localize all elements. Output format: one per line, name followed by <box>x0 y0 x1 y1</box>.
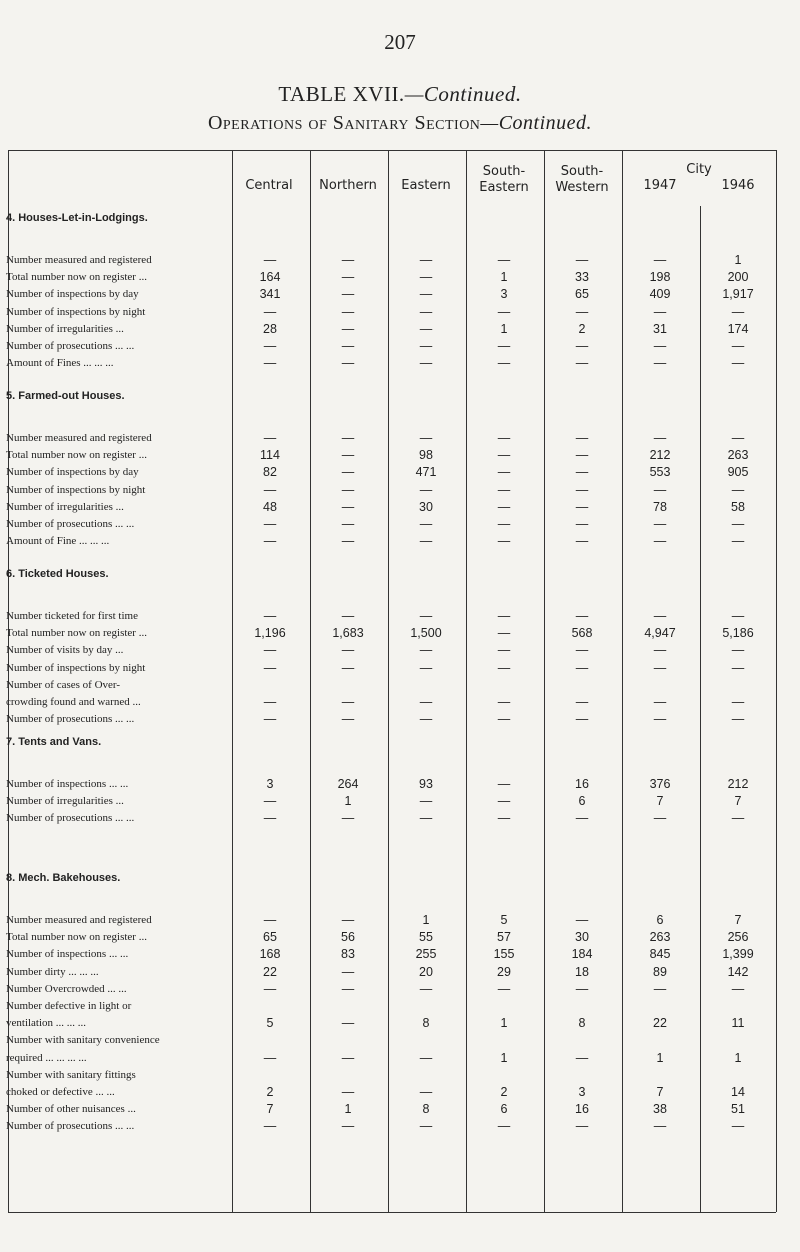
table-cell: — <box>419 431 433 445</box>
table-cell: 553 <box>649 465 671 480</box>
table-cell: 7 <box>266 1102 274 1117</box>
table-cell: 33 <box>575 270 589 285</box>
table-cell: — <box>653 253 667 267</box>
table-cell: — <box>341 253 355 267</box>
table-cell: — <box>341 534 355 549</box>
table-cell: — <box>263 517 277 531</box>
table-cell: 7 <box>734 794 742 809</box>
table-cell: — <box>419 253 433 267</box>
table-cell: 5,186 <box>722 626 754 641</box>
table-cell: 48 <box>263 499 277 514</box>
table-cell: 7 <box>734 913 742 927</box>
table-cell: 376 <box>649 777 671 791</box>
table-cell: — <box>263 811 277 826</box>
table-cell: 155 <box>493 947 515 962</box>
table-cell: 1,917 <box>722 287 754 302</box>
table-cell: 1,196 <box>254 626 286 641</box>
table-cell: — <box>341 517 355 531</box>
table-cell: 8 <box>578 1016 586 1031</box>
table-cell: 1 <box>422 913 430 927</box>
header-1946: 1946 <box>721 178 755 193</box>
header-south-eastern-line2: Eastern <box>479 180 529 195</box>
table-cell: — <box>653 339 667 353</box>
table-cell: 198 <box>649 270 671 285</box>
table-bottom-rule <box>8 1212 776 1213</box>
table-cell: — <box>575 712 589 727</box>
table-cell: — <box>341 660 355 675</box>
table-cell: 905 <box>727 465 749 480</box>
table-cell: 184 <box>571 947 593 962</box>
table-cell: — <box>341 287 355 302</box>
table-cell: 1 <box>734 1050 742 1065</box>
table-cell: — <box>497 534 511 549</box>
table-cell: — <box>575 609 589 623</box>
column-rule <box>776 150 777 1212</box>
table-cell: — <box>341 356 355 371</box>
table-cell: 263 <box>727 448 749 463</box>
table-cell: 1,399 <box>722 947 754 962</box>
table-cell: 1 <box>500 1016 508 1031</box>
table-cell: 200 <box>727 270 749 285</box>
table-cell: 2 <box>500 1085 508 1099</box>
table-cell: 1,683 <box>332 626 364 641</box>
row-label: Number of prosecutions ... ... <box>6 1120 135 1133</box>
table-cell: — <box>575 534 589 549</box>
row-label: Number of visits by day ... <box>6 644 124 657</box>
header-central: Central <box>245 178 293 193</box>
table-cell: — <box>497 643 511 658</box>
table-cell: 164 <box>259 270 281 285</box>
table-cell: 1 <box>344 1102 352 1117</box>
table-cell: — <box>575 695 589 709</box>
table-cell: — <box>575 431 589 445</box>
table-cell: — <box>263 660 277 675</box>
table-cell: — <box>419 811 433 826</box>
table-cell: — <box>419 321 433 336</box>
header-south-western-line1: South- <box>560 164 604 179</box>
table-cell: 14 <box>731 1085 745 1099</box>
table-cell: 212 <box>649 448 671 463</box>
table-cell: — <box>497 431 511 445</box>
table-cell: — <box>497 465 511 480</box>
table-cell: 471 <box>415 465 437 480</box>
table-cell: — <box>497 712 511 727</box>
table-cell: — <box>341 482 355 497</box>
row-label: Number of inspections by night <box>6 661 146 674</box>
table-cell: 1 <box>500 321 508 336</box>
table-cell: 65 <box>263 930 277 945</box>
row-label: Number of prosecutions ... ... <box>6 812 135 825</box>
table-cell: 114 <box>260 448 280 463</box>
header-south-western <box>544 164 620 196</box>
table-cell: 28 <box>263 321 277 336</box>
table-cell: — <box>497 609 511 623</box>
table-cell: — <box>653 712 667 727</box>
table-cell: — <box>263 356 277 371</box>
row-label: Number of inspections by night <box>6 483 146 496</box>
row-label: Number measured and registered <box>6 254 152 266</box>
row-label: crowding found and warned ... <box>6 696 141 708</box>
table-cell: 56 <box>341 930 355 945</box>
table-cell: — <box>731 356 745 371</box>
table-cell: — <box>419 609 433 623</box>
table-cell: — <box>575 981 589 996</box>
table-cell: — <box>419 712 433 727</box>
table-cell: — <box>731 643 745 658</box>
row-label: choked or defective ... ... <box>6 1086 115 1098</box>
table-cell: — <box>575 913 589 927</box>
header-1947: 1947 <box>643 178 677 193</box>
table-cell: — <box>341 981 355 996</box>
table-cell: 1 <box>734 253 742 267</box>
row-label: Number of prosecutions ... ... <box>6 340 135 352</box>
table-cell: — <box>263 431 277 445</box>
table-cell: 256 <box>727 930 749 945</box>
table-cell: — <box>653 517 667 531</box>
table-cell: 6 <box>500 1102 508 1117</box>
table-cell: 65 <box>575 287 589 302</box>
table-cell: — <box>263 534 277 549</box>
table-cell: — <box>263 712 277 727</box>
table-cell: 1 <box>500 270 508 285</box>
table-cell: — <box>341 811 355 826</box>
table-cell: — <box>731 695 745 709</box>
table-cell: — <box>497 304 511 319</box>
table-cell: 93 <box>419 777 433 791</box>
table-cell: 568 <box>571 626 593 641</box>
table-cell: — <box>263 339 277 353</box>
row-label: Number Overcrowded ... ... <box>6 982 127 995</box>
table-title-continued: —Continued. <box>404 82 522 106</box>
table-cell: — <box>575 448 589 463</box>
table-cell: — <box>575 465 589 480</box>
table-cell: — <box>497 482 511 497</box>
row-label: Total number now on register ... <box>6 449 147 462</box>
header-city: City <box>686 162 712 177</box>
table-cell: — <box>497 253 511 267</box>
table-cell: — <box>341 1119 355 1134</box>
table-cell: — <box>341 1016 355 1031</box>
table-cell: 142 <box>727 964 749 979</box>
section-title: 6. Ticketed Houses. <box>6 568 109 580</box>
table-cell: — <box>653 482 667 497</box>
section-title: 7. Tents and Vans. <box>6 736 102 748</box>
table-subtitle-continued: —Continued. <box>480 112 593 134</box>
table-cell: — <box>575 304 589 319</box>
table-cell: — <box>731 609 745 623</box>
table-cell: — <box>731 431 745 445</box>
table-cell: 57 <box>497 930 511 945</box>
table-cell: — <box>731 304 745 319</box>
table-cell: — <box>653 695 667 709</box>
row-label: ventilation ... ... ... <box>6 1017 87 1030</box>
row-label: Number with sanitary convenience <box>6 1034 160 1047</box>
table-subtitle <box>0 112 800 135</box>
table-cell: — <box>263 794 277 809</box>
table-cell: 5 <box>266 1016 274 1031</box>
table-cell: — <box>575 811 589 826</box>
table-subtitle-main: Operations of Sanitary Section <box>207 112 481 134</box>
table-cell: 6 <box>578 794 586 809</box>
table-cell: — <box>575 356 589 371</box>
table-cell: 845 <box>649 947 671 962</box>
row-label: Number defective in light or <box>6 1000 132 1012</box>
header-south-western-line2: Western <box>555 180 609 195</box>
table-cell: — <box>341 304 355 319</box>
table-cell: 89 <box>653 964 667 979</box>
row-label: Number measured and registered <box>6 432 152 444</box>
table-cell: 55 <box>419 930 433 945</box>
table-cell: 98 <box>419 448 433 463</box>
table-cell: — <box>419 660 433 675</box>
table-cell: 7 <box>656 1085 664 1099</box>
table-cell: — <box>341 1050 355 1065</box>
table-cell: 7 <box>656 794 664 809</box>
table-cell: — <box>731 517 745 531</box>
table-cell: — <box>575 643 589 658</box>
table-cell: 8 <box>422 1016 430 1031</box>
table-cell: — <box>497 811 511 826</box>
table-cell: 6 <box>656 913 664 927</box>
table-cell: 341 <box>259 287 281 302</box>
table-cell: — <box>731 534 745 549</box>
header-south-eastern-line1: South- <box>482 164 526 179</box>
table-cell: 3 <box>266 777 274 791</box>
table-cell: — <box>575 1050 589 1065</box>
table-cell: 51 <box>731 1102 745 1117</box>
table-cell: — <box>653 304 667 319</box>
row-label: Number of inspections ... ... <box>6 778 129 790</box>
table-cell: — <box>263 482 277 497</box>
section-title: 4. Houses-Let-in-Lodgings. <box>6 212 148 224</box>
row-label: Number dirty ... ... ... <box>6 965 99 978</box>
table-cell: — <box>419 695 433 709</box>
table-cell: 409 <box>649 287 671 302</box>
table-cell: — <box>575 499 589 514</box>
table-cell: — <box>575 339 589 353</box>
table-top-rule <box>8 150 776 151</box>
table-cell: 5 <box>500 913 508 927</box>
table-cell: — <box>497 448 511 463</box>
row-label: Total number now on register ... <box>6 931 147 944</box>
table-cell: — <box>419 517 433 531</box>
table-cell: 30 <box>419 499 433 514</box>
row-label: Number of inspections by night <box>6 305 146 318</box>
section-title: 5. Farmed-out Houses. <box>6 390 125 402</box>
table-cell: 18 <box>575 964 589 979</box>
table-cell: 29 <box>497 964 511 979</box>
row-label: Amount of Fine ... ... ... <box>6 535 110 548</box>
table-cell: — <box>731 660 745 675</box>
table-cell: — <box>497 660 511 675</box>
table-cell: — <box>341 964 355 979</box>
table-cell: — <box>341 643 355 658</box>
row-label: Amount of Fines ... ... ... <box>6 357 114 370</box>
table-cell: — <box>497 1119 511 1134</box>
table-cell: — <box>497 777 511 791</box>
row-label: Number of inspections by day <box>6 288 139 301</box>
table-cell: — <box>419 1119 433 1134</box>
table-title <box>0 82 800 107</box>
table-cell: — <box>653 981 667 996</box>
table-cell: 22 <box>263 964 277 979</box>
table-cell: — <box>731 981 745 996</box>
table-cell: — <box>341 339 355 353</box>
table-cell: — <box>497 517 511 531</box>
table-cell: 82 <box>263 465 277 480</box>
table-cell: 2 <box>578 321 586 336</box>
header-eastern: Eastern <box>401 178 451 193</box>
table-cell: — <box>653 431 667 445</box>
table-cell: — <box>419 534 433 549</box>
row-label: Total number now on register ... <box>6 627 147 640</box>
row-label: Total number now on register ... <box>6 271 147 284</box>
table-cell: 30 <box>575 930 589 945</box>
table-cell: — <box>653 811 667 826</box>
table-cell: — <box>731 1119 745 1134</box>
table-cell: — <box>341 448 355 463</box>
table-cell: 11 <box>731 1016 745 1031</box>
row-label: Number of inspections by day <box>6 466 139 479</box>
table-cell: — <box>419 981 433 996</box>
row-label: Number of other nuisances ... <box>6 1103 136 1116</box>
table-cell: 3 <box>500 287 508 302</box>
table-cell: — <box>731 811 745 826</box>
row-label: Number of irregularities ... <box>6 322 124 335</box>
table-cell: — <box>341 1085 355 1099</box>
table-cell: — <box>653 660 667 675</box>
table-cell: 1 <box>656 1050 664 1065</box>
table-cell: — <box>497 626 511 641</box>
table-cell: 78 <box>653 499 667 514</box>
table-cell: — <box>341 609 355 623</box>
row-label: required ... ... ... ... <box>6 1051 87 1064</box>
table-cell: — <box>419 794 433 809</box>
table-cell: — <box>575 660 589 675</box>
table-cell: — <box>263 609 277 623</box>
table-cell: 16 <box>575 777 589 791</box>
table-cell: 83 <box>341 947 355 962</box>
row-label: Number of prosecutions ... ... <box>6 713 135 726</box>
table-cell: 8 <box>422 1102 430 1117</box>
table-cell: — <box>575 253 589 267</box>
table-cell: 16 <box>575 1102 589 1117</box>
row-label: Number ticketed for first time <box>6 610 138 622</box>
table-cell: — <box>341 913 355 927</box>
table-cell: — <box>419 304 433 319</box>
table-cell: — <box>263 1119 277 1134</box>
table-cell: 31 <box>653 321 667 336</box>
section-title: 8. Mech. Bakehouses. <box>6 872 121 884</box>
table-cell: — <box>419 339 433 353</box>
row-label: Number with sanitary fittings <box>6 1068 136 1081</box>
table-cell: — <box>419 356 433 371</box>
table-cell: — <box>497 499 511 514</box>
table-cell: — <box>731 712 745 727</box>
table-cell: — <box>497 695 511 709</box>
table-cell: 38 <box>653 1102 667 1117</box>
table-cell: 263 <box>649 930 671 945</box>
table-cell: — <box>419 1085 433 1099</box>
table-cell: — <box>263 981 277 996</box>
row-label: Number of prosecutions ... ... <box>6 518 135 530</box>
table-cell: — <box>497 356 511 371</box>
row-label: Number of cases of Over- <box>6 678 121 691</box>
row-label: Number of inspections ... ... <box>6 948 129 961</box>
table-cell: — <box>419 643 433 658</box>
table-cell: — <box>731 339 745 353</box>
table-cell: 58 <box>731 499 745 514</box>
table-cell: — <box>653 643 667 658</box>
table-cell: 264 <box>337 777 359 791</box>
page-number: 207 <box>384 30 416 54</box>
table-cell: — <box>419 287 433 302</box>
table-cell: — <box>653 534 667 549</box>
header-northern: Northern <box>319 178 377 193</box>
table-cell: — <box>341 465 355 480</box>
table-cell: — <box>653 356 667 371</box>
table-cell: — <box>575 517 589 531</box>
table-cell: — <box>653 609 667 623</box>
table-cell: 3 <box>578 1085 586 1099</box>
table-cell: 174 <box>727 321 749 336</box>
table-cell: — <box>341 695 355 709</box>
table-cell: — <box>341 499 355 514</box>
table-cell: 2 <box>266 1085 274 1099</box>
table-cell: — <box>341 712 355 727</box>
table-cell: — <box>263 253 277 267</box>
table-cell: — <box>653 1119 667 1134</box>
table-cell: 255 <box>415 947 437 962</box>
row-label: Number measured and registered <box>6 914 152 926</box>
table-cell: 4,947 <box>644 626 676 641</box>
table-cell: — <box>263 1050 277 1065</box>
table-cell: 1 <box>500 1050 508 1065</box>
table-cell: — <box>575 482 589 497</box>
table-cell: — <box>341 270 355 285</box>
table-cell: — <box>731 482 745 497</box>
table-cell: 22 <box>653 1016 667 1031</box>
table-cell: — <box>575 1119 589 1134</box>
table-cell: — <box>263 304 277 319</box>
table-cell: — <box>419 1050 433 1065</box>
header-south-eastern <box>466 164 542 196</box>
table-cell: — <box>419 482 433 497</box>
table-cell: — <box>341 321 355 336</box>
row-label: Number of irregularities ... <box>6 500 124 513</box>
table-cell: — <box>263 643 277 658</box>
table-cell: — <box>341 431 355 445</box>
table-cell: — <box>263 913 277 927</box>
table-cell: — <box>497 339 511 353</box>
table-cell: 1,500 <box>410 626 442 641</box>
table-cell: — <box>263 695 277 709</box>
table-cell: — <box>497 981 511 996</box>
table-cell: — <box>497 794 511 809</box>
table-cell: — <box>419 270 433 285</box>
table-cell: 1 <box>344 794 352 809</box>
table-cell: 20 <box>419 964 433 979</box>
table-title-main: TABLE XVII. <box>278 82 405 106</box>
row-label: Number of irregularities ... <box>6 795 124 808</box>
table-cell: 168 <box>259 947 281 962</box>
table-cell: 212 <box>727 777 749 791</box>
